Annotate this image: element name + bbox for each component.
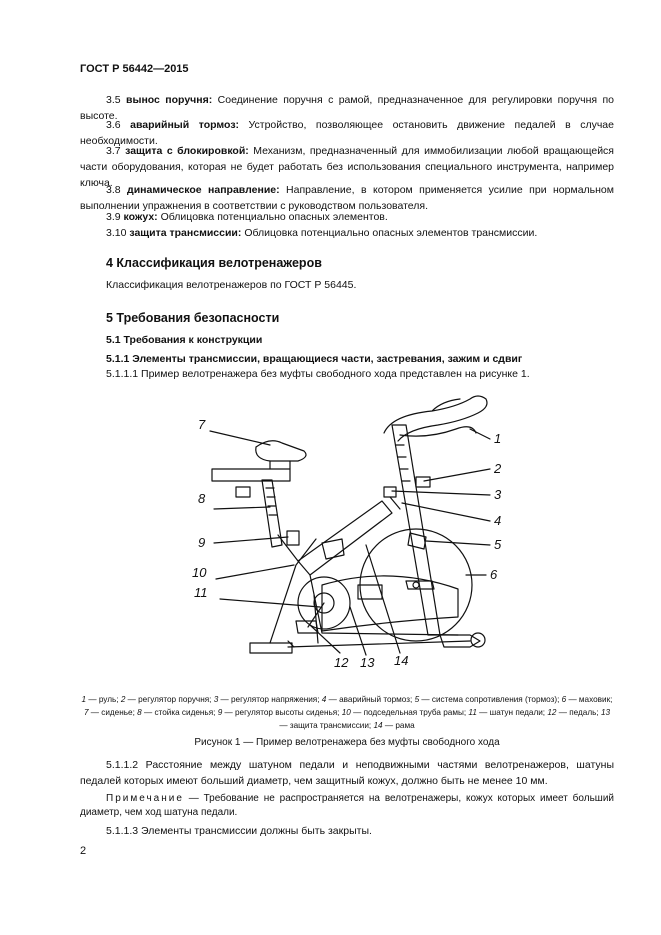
callout-1: 1	[494, 431, 502, 446]
definition-3-9: 3.9 кожух: Облицовка потенциально опасных элементов.	[106, 211, 388, 223]
legend-item: 12 — педаль;	[547, 708, 601, 717]
legend-item: 5 — система сопротивления (тормоз);	[414, 695, 562, 704]
callout-14: 14	[394, 653, 409, 668]
handlebar-adjust-knob	[416, 477, 430, 487]
callout-10: 10	[192, 565, 207, 580]
legend-item: 3 — регулятор напряжения;	[213, 695, 322, 704]
figure-caption: Рисунок 1 — Пример велотренажера без муфты свободного хода	[194, 737, 500, 748]
section-4-text: Классификация велотренажеров по ГОСТ Р 56445.	[106, 279, 357, 291]
paragraph-5-1-1-2: 5.1.1.2 Расстояние между шатуном педали и неподвижными частями велотренажеров, шатуны педалей которых имеют больший диаметр, чем защитный кожух, должно быть не менее 10 мм.	[80, 759, 614, 787]
rear-base-foot	[250, 643, 292, 653]
seat-tube-link	[278, 535, 298, 561]
main-frame-tube	[298, 501, 392, 575]
page-header: ГОСТ Р 56442—2015	[80, 63, 189, 75]
callout-13: 13	[360, 655, 375, 670]
subsection-5-1-heading: 5.1 Требования к конструкции	[106, 334, 263, 346]
definition-3-8: 3.8 динамическое направление: Направление, в котором применяется усилие при нормальном выполнении упражнения в соответствии с руководством пользователя.	[80, 184, 614, 212]
legend-item: 10 — подседельная труба рамы;	[341, 708, 469, 717]
exercise-bike-figure	[170, 385, 510, 685]
paragraph-5-1-1-3: 5.1.1.3 Элементы трансмиссии должны быть закрыты.	[106, 825, 372, 837]
note-label: Примечание	[106, 793, 184, 804]
definition-3-6: 3.6 аварийный тормоз: Устройство, позволяющее остановить движение педалей в случае необходимости.	[80, 119, 614, 147]
legend-item: 11 — шатун педали;	[468, 708, 548, 717]
leader-8	[214, 507, 270, 509]
leader-4	[402, 503, 490, 521]
callout-5: 5	[494, 537, 502, 552]
seat-adjust-knob	[236, 487, 250, 497]
rear-foot-detail	[288, 641, 294, 647]
leader-7	[210, 431, 270, 445]
callout-8: 8	[198, 491, 206, 506]
leader-13	[350, 607, 366, 655]
callout-7: 7	[198, 417, 206, 432]
legend-item: 14 — рама	[373, 721, 415, 730]
callout-4: 4	[494, 513, 502, 528]
seat-slider	[212, 469, 290, 481]
callout-12: 12	[334, 655, 349, 670]
legend-item: 4 — аварийный тормоз;	[321, 695, 415, 704]
tension-knob	[384, 487, 396, 497]
section-4-heading: 4 Классификация велотренажеров	[106, 256, 322, 270]
callout-3: 3	[494, 487, 502, 502]
leader-10	[216, 565, 294, 579]
paragraph-5-1-1-1: 5.1.1.1 Пример велотренажера без муфты свободного хода представлен на рисунке 1.	[106, 368, 530, 380]
legend-item: 8 — стойка сиденья;	[137, 708, 218, 717]
definition-3-5: 3.5 вынос поручня: Соединение поручня с рамой, предназначенное для регулировки поручня по высоте.	[80, 94, 614, 122]
note-text: — Требование не распространяется на велотренажеры, кожух которых имеет больший диаметр, чем ход шатуна педали.	[80, 793, 614, 818]
flywheel-hub	[413, 582, 419, 588]
callout-11: 11	[194, 585, 208, 600]
seat-rails	[270, 461, 290, 469]
tension-rod	[390, 497, 400, 509]
callout-6: 6	[490, 567, 498, 582]
leader-3	[392, 491, 490, 495]
legend-item: 6 — маховик;	[561, 695, 613, 704]
legend-item: 7 — сиденье;	[83, 708, 138, 717]
legend-item: 2 — регулятор поручня;	[120, 695, 214, 704]
leader-5	[426, 541, 490, 545]
definition-3-7: 3.7 защита с блокировкой: Механизм, предназначенный для иммобилизации любой вращающейся части оборудования, которая не будет работать без использования специального инструмента, например ключа.	[80, 145, 614, 189]
legend-item: 1 — руль;	[81, 695, 121, 704]
note	[80, 792, 614, 820]
leader-11	[220, 599, 320, 607]
section-5-heading: 5 Требования безопасности	[106, 311, 280, 325]
figure-legend	[80, 693, 614, 732]
lower-frame	[310, 575, 458, 635]
callout-2: 2	[494, 461, 502, 476]
legend-item: 13 — защита трансмиссии;	[279, 708, 611, 730]
definition-3-10: 3.10 защита трансмиссии: Облицовка потенциально опасных элементов трансмиссии.	[106, 227, 538, 239]
bottle-holder	[322, 539, 344, 559]
subsection-5-1-1-heading: 5.1.1 Элементы трансмиссии, вращающиеся части, застревания, зажим и сдвиг	[106, 353, 523, 365]
page-number: 2	[80, 845, 87, 857]
leader-1	[470, 429, 490, 439]
leader-9	[214, 537, 288, 543]
leader-2	[424, 469, 490, 481]
callout-9: 9	[198, 535, 206, 550]
seat-height-knob	[287, 531, 299, 545]
legend-item: 9 — регулятор высоты сиденья;	[217, 708, 342, 717]
